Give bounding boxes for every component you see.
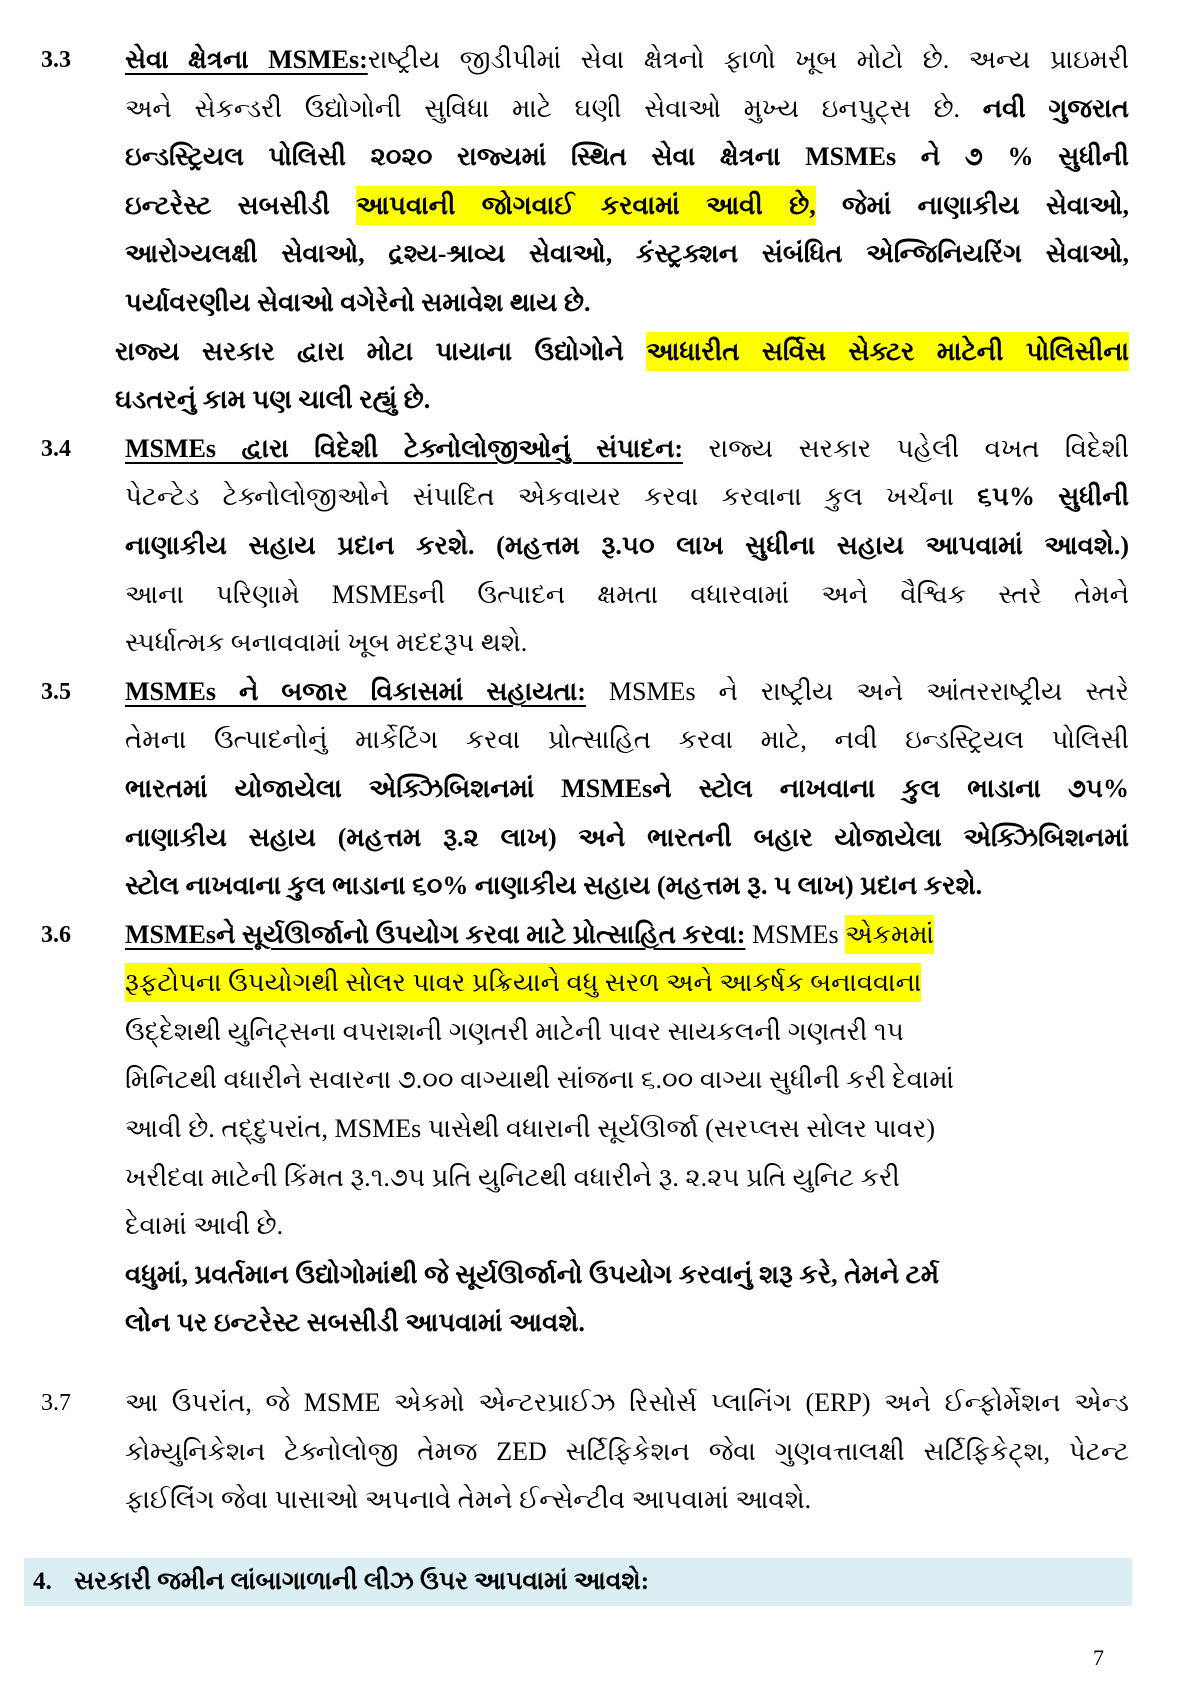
bold-text: નવી ગુજરાત — [982, 93, 1129, 123]
section-4-band — [24, 1558, 1132, 1606]
regular-text: રાજ્ય સરકાર પહેલી વખત વિદેશી — [708, 433, 1130, 463]
text-line — [125, 1105, 1129, 1154]
bold-text: પર્યાવરણીય સેવાઓ વગેરેનો સમાવેશ થાય છે. — [125, 287, 591, 317]
regular-text: સ્પર્ધાત્મક બનાવવામાં ખૂબ મદદરૂપ થશે. — [125, 628, 528, 658]
text-line — [125, 1202, 1129, 1251]
section-number: 3.6 — [41, 921, 71, 948]
section-heading: MSMEsને સૂર્યઊર્જાનો ઉપયોગ કરવા માટે પ્રોત્સાહિત કરવા: — [125, 919, 746, 949]
text-line — [41, 911, 1129, 960]
regular-text: મિનિટથી વધારીને સવારના ૭.૦૦ વાગ્યાથી સાંજના ૬.૦૦ વાગ્યા સુધીની કરી દેવામાં — [125, 1065, 954, 1095]
text-line — [41, 1379, 1129, 1428]
bold-text: નાણાકીય સહાય (મહત્તમ રૂ.૨ લાખ) અને ભારતની બહાર યોજાયેલા એક્ઝિબિશનમાં — [125, 822, 1129, 852]
text-line — [125, 765, 1129, 814]
bold-text: જેમાં નાણાકીય સેવાઓ, — [842, 190, 1130, 220]
page-number: 7 — [1093, 1645, 1104, 1670]
regular-text: તેમના ઉત્પાદનોનું માર્કેટિંગ કરવા પ્રોત્સાહિત કરવા માટે, નવી ઇન્ડસ્ટ્રિયલ પોલિસી — [125, 725, 1129, 755]
bold-text: ઘડતરનું કામ પણ ચાલી રહ્યું છે. — [115, 385, 431, 415]
text-line — [125, 1299, 1129, 1348]
text-line — [125, 230, 1129, 279]
section-3-3 — [0, 36, 1200, 425]
section-number: 3.5 — [41, 678, 71, 705]
text-line — [125, 571, 1129, 620]
highlighted-text: આધારીત સર્વિસ સેક્ટર માટેની પોલિસીના — [646, 332, 1129, 371]
page-body — [0, 36, 1200, 1606]
bold-text: આરોગ્યલક્ષી સેવાઓ, દ્રશ્ય-શ્રાવ્ય સેવાઓ, કંસ્ટ્રક્શન સંબંધિત એન્જિનિયરિંગ સેવાઓ, — [125, 239, 1129, 269]
text-line — [125, 473, 1129, 522]
text-line — [125, 133, 1129, 182]
section-3-5 — [0, 668, 1200, 911]
bold-text: નાણાકીય સહાય પ્રદાન કરશે. (મહત્તમ રૂ.૫૦ લાખ સુધીના સહાય આપવામાં આવશે.) — [125, 530, 1129, 560]
text-line — [125, 619, 1129, 668]
bold-text: સ્ટોલ નાખવાના કુલ ભાડાના ૬૦% નાણાકીય સહાય (મહત્તમ રૂ. ૫ લાખ) પ્રદાન કરશે. — [125, 871, 983, 901]
text-line — [125, 814, 1129, 863]
text-line — [125, 1428, 1129, 1477]
regular-text: MSMEs — [751, 919, 839, 949]
regular-text: ફાઈલિંગ જેવા પાસાઓ અપનાવે તેમને ઈન્સેન્ટીવ આપવામાં આવશે. — [125, 1485, 812, 1515]
section-number: 3.4 — [41, 435, 71, 462]
text-line — [125, 716, 1129, 765]
bold-text: ઇન્ડસ્ટ્રિયલ પોલિસી ૨૦૨૦ રાજ્યમાં સ્થિત સેવા ક્ષેત્રના MSMEs ને ૭ % સુધીની — [125, 142, 1129, 172]
text-line — [115, 376, 1129, 425]
regular-text: ઉદ્દેશથી યુનિટ્સના વપરાશની ગણતરી માટેની પાવર સાયકલની ગણતરી ૧૫ — [125, 1016, 904, 1046]
highlighted-text: રૂફટોપના ઉપયોગથી સોલર પાવર પ્રક્રિયાને વધુ સરળ અને આકર્ષક બનાવવાના — [125, 963, 921, 1002]
text-line — [125, 862, 1129, 911]
text-line — [125, 1476, 1129, 1525]
section-3-4 — [0, 425, 1200, 668]
text-line — [41, 36, 1129, 85]
regular-text: MSMEs ને રાષ્ટ્રીય અને આંતરરાષ્ટ્રીય સ્તરે — [608, 676, 1130, 706]
bold-text: ઇન્ટરેસ્ટ સબસીડી — [125, 190, 330, 220]
bold-text: ભારતમાં યોજાયેલા એક્ઝિબિશનમાં MSMEsને સ્ટોલ નાખવાના કુલ ભાડાના ૭૫% — [125, 773, 1129, 803]
text-line — [115, 328, 1129, 377]
bold-text: રાજ્ય સરકાર દ્વારા મોટા પાયાના ઉદ્યોગોને — [115, 336, 624, 366]
regular-text: પેટન્ટેડ ટેક્નોલોજીઓને સંપાદિત એકવાયર કરવા કરવાના કુલ ખર્ચના — [125, 482, 955, 512]
text-line — [125, 1154, 1129, 1203]
text-line — [125, 522, 1129, 571]
regular-text: રાષ્ટ્રીય જીડીપીમાં સેવા ક્ષેત્રનો ફાળો ખૂબ મોટો છે. અન્ય પ્રાઇમરી — [367, 45, 1129, 74]
section-heading: MSMEs દ્વારા વિદેશી ટેક્નોલોજીઓનું સંપાદન: — [125, 433, 683, 463]
section-number: 4. — [33, 1567, 52, 1595]
bold-text: ૬૫% સુધીની — [977, 482, 1130, 512]
highlighted-text: એકમમાં — [845, 915, 934, 954]
highlighted-text: આપવાની જોગવાઈ કરવામાં આવી છે, — [356, 186, 816, 225]
text-line — [125, 1056, 1129, 1105]
regular-text: આ ઉપરાંત, જે MSME એકમો એન્ટરપ્રાઈઝ રિસોર્સ પ્લાનિંગ (ERP) અને ઈન્ફોર્મેશન એન્ડ — [125, 1388, 1129, 1418]
text-line — [125, 1008, 1129, 1057]
regular-text: દેવામાં આવી છે. — [125, 1211, 284, 1241]
text-line — [125, 279, 1129, 328]
regular-text: કોમ્યુનિકેશન ટેક્નોલોજી તેમજ ZED સર્ટિફિકેશન જેવા ગુણવત્તાલક્ષી સર્ટિફિકેટ્શ, પેટન્ટ — [125, 1436, 1129, 1466]
section-number: 3.7 — [41, 1390, 71, 1417]
section-3-7 — [0, 1379, 1200, 1525]
bold-text: વધુમાં, પ્રવર્તમાન ઉદ્યોગોમાંથી જે સૂર્યઊર્જાનો ઉપયોગ કરવાનું શરૂ કરે, તેમને ટર્મ — [125, 1259, 940, 1289]
text-line — [125, 1251, 1129, 1300]
regular-text: આવી છે. તદ્દુપરાંત, MSMEs પાસેથી વધારાની સૂર્યઊર્જા (સરપ્લસ સોલર પાવર) — [125, 1114, 935, 1144]
section-heading: MSMEs ને બજાર વિકાસમાં સહાયતા: — [125, 676, 586, 706]
regular-text: આના પરિણામે MSMEsની ઉત્પાદન ક્ષમતા વધારવામાં અને વૈશ્વિક સ્તરે તેમને — [125, 579, 1129, 609]
section-title: સરકારી જમીન લાંબાગાળાની લીઝ ઉપર આપવામાં આવશે: — [74, 1567, 650, 1595]
text-line — [125, 85, 1129, 134]
section-heading: સેવા ક્ષેત્રના MSMEs: — [125, 45, 368, 74]
text-line — [125, 959, 1129, 1008]
regular-text: ખરીદવા માટેની કિંમત રૂ.૧.૭૫ પ્રતિ યુનિટથી વધારીને રૂ. ૨.૨૫ પ્રતિ યુનિટ કરી — [125, 1162, 900, 1192]
regular-text: અને સેકન્ડરી ઉદ્યોગોની સુવિધા માટે ઘણી સેવાઓ મુખ્ય ઇનપુટ્સ છે. — [125, 93, 961, 123]
section-3-6 — [0, 911, 1200, 1348]
text-line — [41, 425, 1130, 474]
text-line — [125, 182, 1129, 231]
section-number: 3.3 — [41, 47, 71, 73]
text-line — [41, 668, 1130, 717]
bold-text: લોન પર ઇન્ટરેસ્ટ સબસીડી આપવામાં આવશે. — [125, 1308, 585, 1338]
